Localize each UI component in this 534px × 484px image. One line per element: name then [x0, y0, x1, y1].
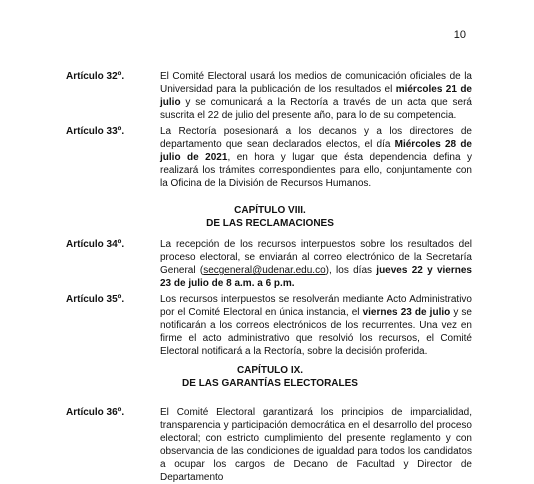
article-34: [66, 238, 472, 290]
article-label: Artículo 32º.: [66, 71, 125, 82]
chapter-title: DE LAS RECLAMACIONES: [206, 218, 334, 229]
chapter-title: DE LAS GARANTÍAS ELECTORALES: [182, 378, 358, 389]
email-link[interactable]: secgeneral@udenar.edu.co: [203, 265, 326, 276]
article-label: Artículo 33º.: [66, 126, 125, 137]
article-label: Artículo 35º.: [66, 294, 125, 305]
chapter-number: CAPÍTULO VIII.: [234, 205, 306, 216]
article-text: La Rectoría posesionará a los decanos y a los directores de departamento que sean declarados electos, el día Miércoles 28 de julio de 2021, en hora y lugar que ésta dependencia defina y realizará los trámites correspondientes para ello, conjuntamente con la Oficina de la División de Recursos Humanos.: [160, 126, 473, 189]
article-text: El Comité Electoral garantizará los principios de imparcialidad, transparencia y participación democrática en el desarrollo del proceso electoral; con estricto cumplimiento del presente reglamento y con observancia de las condiciones de igualdad para todos los candidatos a ocupar los cargos de Decano de Facultad y Director de Departamento: [160, 407, 472, 483]
chapter-heading-9: [120, 364, 420, 390]
article-35: [66, 293, 472, 358]
article-text: El Comité Electoral usará los medios de comunicación oficiales de la Universidad para la publicación de los resultados el miércoles 21 de julio y se comunicará a la Rectoría a través de un acta que será suscrita el 22 de julio del presente año, para lo de su competencia.: [160, 71, 472, 121]
chapter-heading-8: [120, 204, 420, 230]
article-33: [66, 125, 472, 190]
article-text: La recepción de los recursos interpuestos sobre los resultados del proceso electoral, se enviarán al correo electrónico de la Secretaría General (secgeneral@udenar.edu.co), los días jueves 22 y viernes 23 de julio de 8 a.m. a 6 p.m.: [160, 239, 472, 289]
article-label: Artículo 36º.: [66, 407, 125, 418]
article-32: [66, 70, 472, 122]
article-text: Los recursos interpuestos se resolverán mediante Acto Administrativo por el Comité Electoral en única instancia, el viernes 23 de julio y se notificarán a los correos electrónicos de los recurrentes. Una vez en firme el acto administrativo que resolvió los recursos, el Comité Electoral notificará a la Rectoría, sobre la decisión proferida.: [160, 294, 472, 357]
article-label: Artículo 34º.: [66, 239, 125, 250]
page-number: 10: [453, 29, 466, 41]
article-36: [66, 406, 472, 484]
chapter-number: CAPÍTULO IX.: [236, 365, 304, 376]
